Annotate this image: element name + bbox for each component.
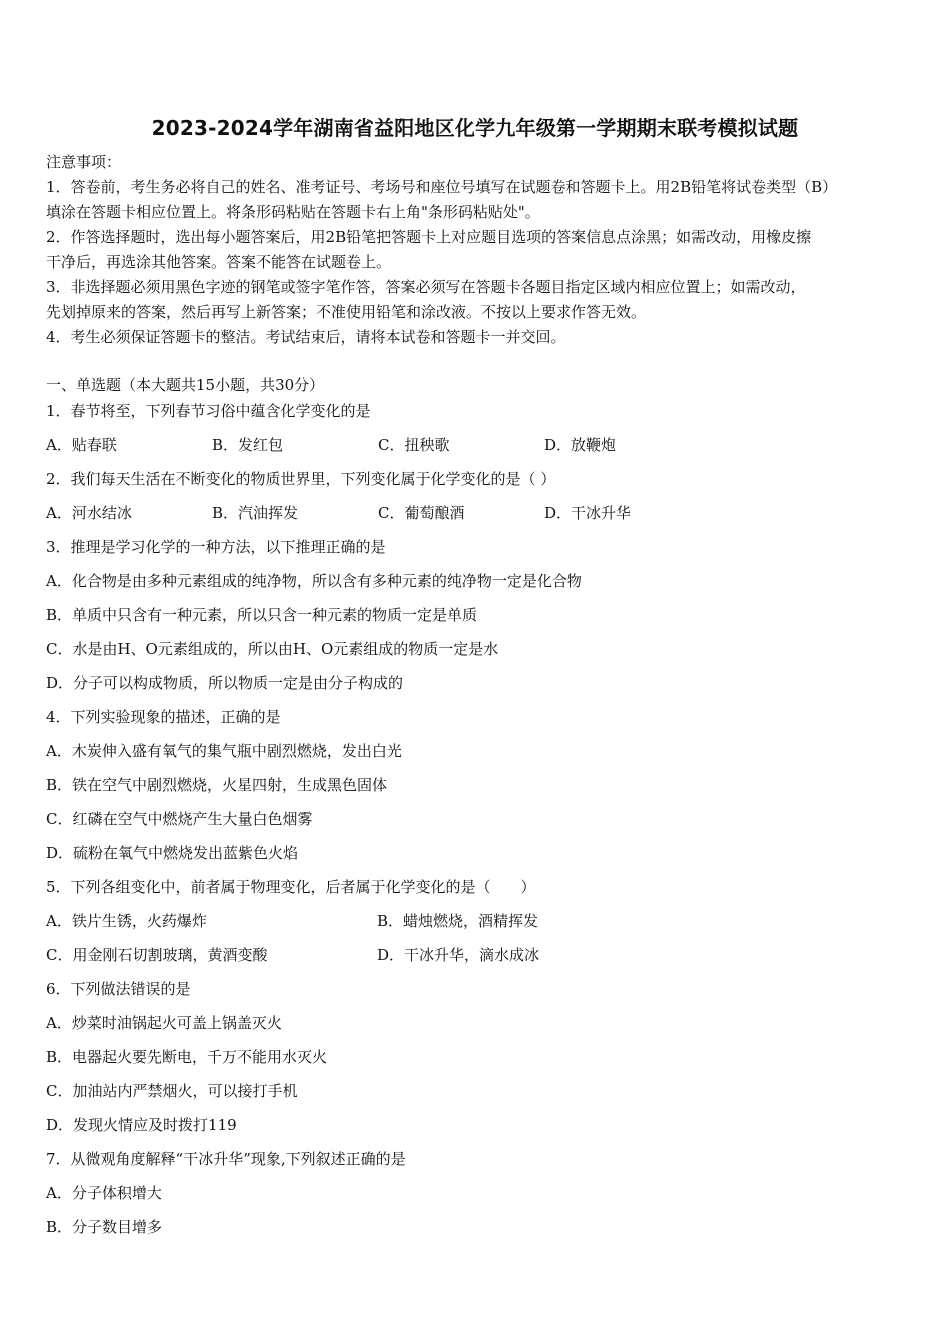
option-row: [46, 942, 906, 976]
question-stem: 7．从微观角度解释“干冰升华”现象,下列叙述正确的是: [46, 1150, 406, 1168]
question-stem: 5．下列各组变化中，前者属于物理变化，后者属于化学变化的是（ ）: [46, 878, 536, 896]
exam-title: 2023-2024学年湖南省益阳地区化学九年级第一学期期末联考模拟试题: [151, 116, 799, 140]
option-d: D．发现火情应及时拨打119: [46, 1116, 237, 1134]
option-b: B．汽油挥发: [212, 504, 299, 522]
option-c: C．葡萄酿酒: [378, 504, 465, 522]
notice-line: 2．作答选择题时，选出每小题答案后，用2B铅笔把答题卡上对应题目选项的答案信息点涂黑；如需改动，用橡皮擦: [46, 228, 812, 246]
question-stem: 4．下列实验现象的描述，正确的是: [46, 708, 281, 726]
option-a: A．化合物是由多种元素组成的纯净物，所以含有多种元素的纯净物一定是化合物: [46, 572, 582, 590]
option-b: B．分子数目增多: [46, 1218, 163, 1236]
option-a: A．贴春联: [46, 436, 117, 454]
option-row: [46, 500, 906, 534]
questions-list: [46, 398, 906, 1248]
option-b: B．铁在空气中剧烈燃烧，火星四射，生成黑色固体: [46, 776, 388, 794]
option-a: A．河水结冰: [46, 504, 132, 522]
option-row: [46, 432, 906, 466]
option-b: B．电器起火要先断电，千万不能用水灭火: [46, 1048, 328, 1066]
question-stem: 1．春节将至，下列春节习俗中蕴含化学变化的是: [46, 402, 371, 420]
notice-line: 3．非选择题必须用黑色字迹的钢笔或签字笔作答，答案必须写在答题卡各题目指定区域内相应位置上；如需改动，: [46, 278, 806, 296]
option-c: C．扭秧歌: [378, 436, 450, 454]
option-row: [46, 908, 906, 942]
option-d: D．放鞭炮: [544, 436, 617, 454]
notice-heading: 注意事项：: [46, 153, 122, 171]
option-d: D．干冰升华: [544, 504, 632, 522]
section-heading: 一、单选题（本大题共15小题，共30分）: [46, 376, 325, 394]
notice-block: [46, 150, 906, 350]
option-a: A．木炭伸入盛有氧气的集气瓶中剧烈燃烧，发出白光: [46, 742, 402, 760]
option-a: A．铁片生锈，火药爆炸: [46, 912, 207, 930]
question-stem: 2．我们每天生活在不断变化的物质世界里，下列变化属于化学变化的是（ ）: [46, 470, 556, 488]
option-a: A．炒菜时油锅起火可盖上锅盖灭火: [46, 1014, 282, 1032]
option-c: C．水是由H、O元素组成的，所以由H、O元素组成的物质一定是水: [46, 640, 499, 658]
option-b: B．发红包: [212, 436, 284, 454]
option-d: D．硫粉在氧气中燃烧发出蓝紫色火焰: [46, 844, 299, 862]
option-a: A．分子体积增大: [46, 1184, 162, 1202]
question-stem: 3．推理是学习化学的一种方法，以下推理正确的是: [46, 538, 386, 556]
notice-line: 4．考生必须保证答题卡的整洁。考试结束后，请将本试卷和答题卡一并交回。: [46, 328, 566, 346]
notice-line: 干净后，再选涂其他答案。答案不能答在试题卷上。: [46, 253, 392, 271]
notice-line: 1．答卷前，考生务必将自己的姓名、准考证号、考场号和座位号填写在试题卷和答题卡上。用2B铅笔将试卷类型（B）: [46, 178, 838, 196]
option-d: D．分子可以构成物质，所以物质一定是由分子构成的: [46, 674, 404, 692]
option-c: C．用金刚石切割玻璃，黄酒变酸: [46, 946, 268, 964]
option-c: C．红磷在空气中燃烧产生大量白色烟雾: [46, 810, 313, 828]
option-b: B．单质中只含有一种元素，所以只含一种元素的物质一定是单质: [46, 606, 478, 624]
option-b: B．蜡烛燃烧，酒精挥发: [377, 912, 539, 930]
question-stem: 6．下列做法错误的是: [46, 980, 191, 998]
option-d: D．干冰升华，滴水成冰: [377, 946, 540, 964]
notice-line: 先划掉原来的答案，然后再写上新答案；不准使用铅笔和涂改液。不按以上要求作答无效。: [46, 303, 647, 321]
notice-line: 填涂在答题卡相应位置上。将条形码粘贴在答题卡右上角"条形码粘贴处"。: [46, 203, 540, 221]
option-c: C．加油站内严禁烟火，可以接打手机: [46, 1082, 298, 1100]
